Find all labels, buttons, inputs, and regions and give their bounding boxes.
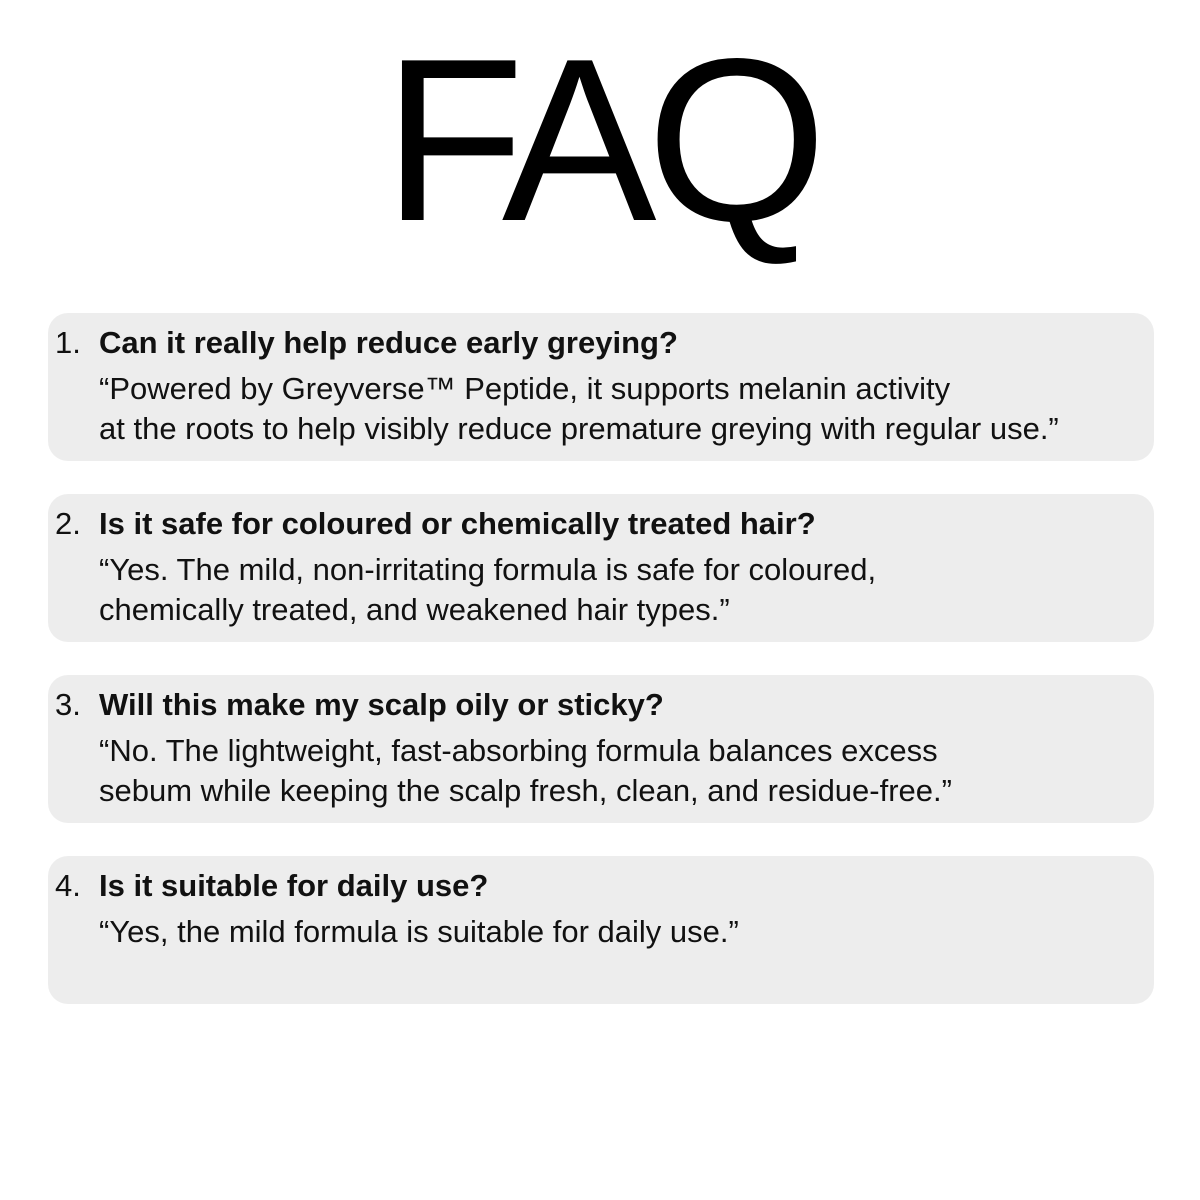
faq-question: Can it really help reduce early greying?: [99, 325, 678, 360]
faq-answer: [99, 912, 1149, 952]
faq-answer-line: “Yes, the mild formula is suitable for daily use.”: [99, 914, 739, 949]
faq-item: [48, 313, 1154, 461]
faq-number: 3.: [55, 687, 81, 722]
faq-number: 4.: [55, 868, 81, 903]
faq-item: [48, 494, 1154, 642]
faq-number: 1.: [55, 325, 81, 360]
faq-answer: [99, 369, 1149, 449]
faq-answer-line: at the roots to help visibly reduce premature greying with regular use.”: [99, 411, 1059, 446]
faq-answer-line: “No. The lightweight, fast-absorbing formula balances excess: [99, 733, 938, 768]
faq-list: [48, 313, 1154, 1037]
page-title: FAQ: [382, 11, 818, 270]
faq-answer: [99, 550, 1149, 630]
faq-item: [48, 856, 1154, 1004]
faq-answer-line: chemically treated, and weakened hair types.”: [99, 592, 730, 627]
faq-answer-line: “Powered by Greyverse™ Peptide, it supports melanin activity: [99, 371, 951, 406]
faq-question: Will this make my scalp oily or sticky?: [99, 687, 664, 722]
faq-item: [48, 675, 1154, 823]
faq-question: Is it safe for coloured or chemically treated hair?: [99, 506, 816, 541]
faq-answer-line: sebum while keeping the scalp fresh, clean, and residue-free.”: [99, 773, 952, 808]
faq-number: 2.: [55, 506, 81, 541]
faq-question: Is it suitable for daily use?: [99, 868, 489, 903]
faq-answer-line: “Yes. The mild, non-irritating formula is safe for coloured,: [99, 552, 877, 587]
faq-answer: [99, 731, 1149, 811]
